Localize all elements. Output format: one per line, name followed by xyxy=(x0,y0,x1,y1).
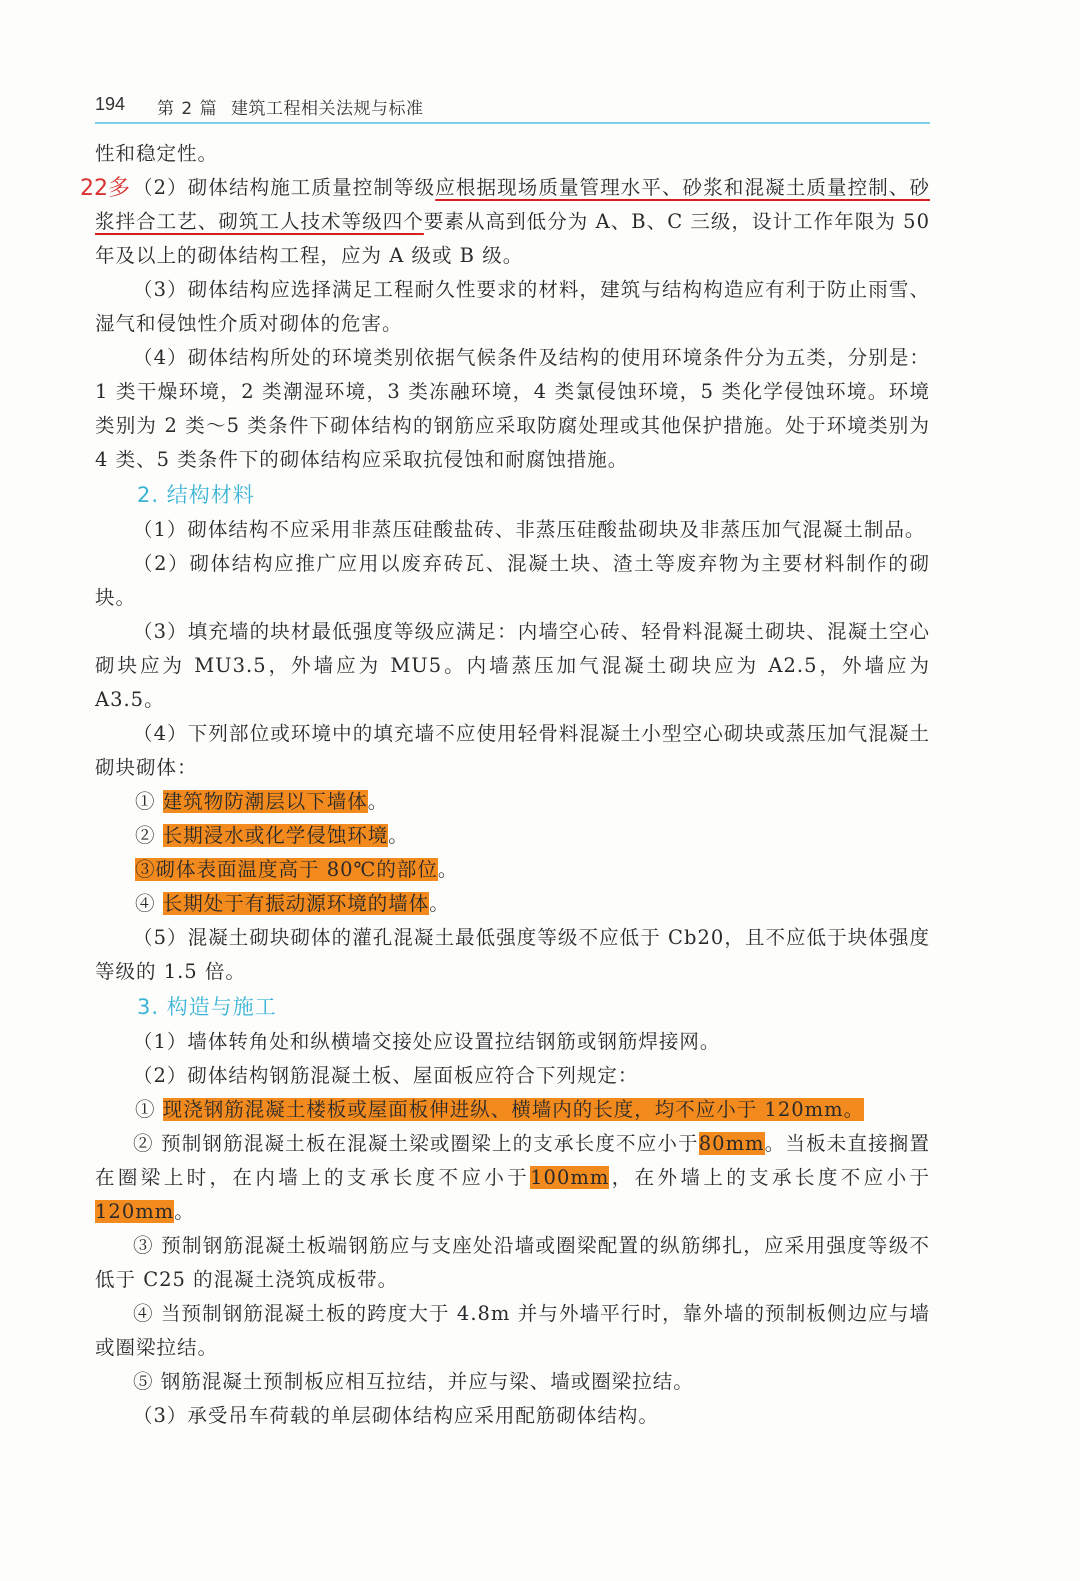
item-number: ② xyxy=(135,824,156,847)
item-number: ④ xyxy=(135,892,156,915)
list-item xyxy=(95,853,930,887)
page-header xyxy=(95,92,930,122)
section-heading: 3. 构造与施工 xyxy=(137,995,277,1019)
paragraph: ③ 预制钢筋混凝土板端钢筋应与支座处沿墙或圈梁配置的纵筋绑扎，应采用强度等级不低于 C25 的混凝土浇筑成板带。 xyxy=(95,1234,930,1291)
paragraph: 性和稳定性。 xyxy=(95,142,219,165)
paragraph: （2）砌体结构应推广应用以废弃砖瓦、混凝土块、渣土等废弃物为主要材料制作的砌块。 xyxy=(95,552,930,609)
highlighted-text: 建筑物防潮层以下墙体 xyxy=(162,790,368,813)
text-span: ，在外墙上的支承长度不应小于 xyxy=(609,1166,930,1189)
handwritten-annotation: 22多 xyxy=(80,176,130,201)
highlighted-text: 砌体表面温度高于 80℃的部位 xyxy=(155,858,438,881)
paragraph: （2）砌体结构钢筋混凝土板、屋面板应符合下列规定： xyxy=(133,1064,639,1087)
list-item xyxy=(95,785,930,819)
list-item xyxy=(95,887,930,921)
page-number: 194 xyxy=(95,94,126,114)
text-span: 。 xyxy=(388,824,409,847)
highlighted-text: 长期浸水或化学侵蚀环境 xyxy=(162,824,389,847)
paragraph xyxy=(95,1127,930,1229)
paragraph: （1）墙体转角处和纵横墙交接处应设置拉结钢筋或钢筋焊接网。 xyxy=(133,1030,721,1053)
section-heading: 2. 结构材料 xyxy=(137,483,255,507)
paragraph: ④ 当预制钢筋混凝土板的跨度大于 4.8m 并与外墙平行时，靠外墙的预制板侧边应与墙或圈梁拉结。 xyxy=(95,1302,930,1359)
text-span: （2）砌体结构施工质量控制等级 xyxy=(133,176,436,199)
paragraph: （4）下列部位或环境中的填充墙不应使用轻骨料混凝土小型空心砌块或蒸压加气混凝土砌块砌体： xyxy=(95,722,930,779)
paragraph: （3）承受吊车荷载的单层砌体结构应采用配筋砌体结构。 xyxy=(133,1404,659,1427)
item-number: ① xyxy=(135,1098,156,1121)
list-item xyxy=(95,1093,930,1127)
paragraph: （1）砌体结构不应采用非蒸压硅酸盐砖、非蒸压硅酸盐砌块及非蒸压加气混凝土制品。 xyxy=(133,518,926,541)
text-span: 。当板未直接搁置在圈梁上时，在内墙上的支承长度不应小于 xyxy=(95,1132,930,1189)
page-body xyxy=(95,137,930,1433)
paragraph: （5）混凝土砌块砌体的灌孔混凝土最低强度等级不应低于 Cb20，且不应低于块体强度等级的 1.5 倍。 xyxy=(95,926,930,983)
paragraph: （3）填充墙的块材最低强度等级应满足：内墙空心砖、轻骨料混凝土砌块、混凝土空心砌块应为 MU3.5，外墙应为 MU5。内墙蒸压加气混凝土砌块应为 A2.5，外墙应为 A3.5。 xyxy=(95,620,930,711)
item-number: ① xyxy=(135,790,156,813)
paragraph: （3）砌体结构应选择满足工程耐久性要求的材料，建筑与结构构造应有利于防止雨雪、湿气和侵蚀性介质对砌体的危害。 xyxy=(95,278,930,335)
item-number: ② xyxy=(133,1132,154,1155)
list-item xyxy=(95,819,930,853)
highlighted-text: 现浇钢筋混凝土楼板或屋面板伸进纵、横墙内的长度，均不应小于 120mm xyxy=(162,1098,844,1121)
item-number: ③ xyxy=(135,858,156,881)
part-label: 第 2 篇 xyxy=(157,99,218,119)
text-span: 。 xyxy=(437,858,459,881)
highlighted-value: 120mm xyxy=(95,1200,175,1223)
text-span: 预制钢筋混凝土板在混凝土梁或圈梁上的支承长度不应小于 xyxy=(161,1132,699,1155)
text-span: 。 xyxy=(429,892,450,915)
highlighted-value: 100mm xyxy=(530,1166,610,1189)
text-span: 。 xyxy=(367,790,389,813)
underlined-text: 应根据现场质量管理水平、砂浆和混凝土质量控制、砂浆拌合工艺、砌筑工人技术等级四个 xyxy=(95,176,930,233)
text-span: 要素从高到低分为 A、B、C 三级，设计工作年限为 50 年及以上的砌体结构工程，应为 A 级或 B 级。 xyxy=(95,210,930,267)
text-span: 。 xyxy=(174,1200,195,1223)
header-divider xyxy=(95,122,930,124)
paragraph: ⑤ 钢筋混凝土预制板应相互拉结，并应与梁、墙或圈梁拉结。 xyxy=(133,1370,694,1393)
highlighted-text: 长期处于有振动源环境的墙体 xyxy=(162,892,430,915)
running-title: 建筑工程相关法规与标准 xyxy=(231,99,424,119)
highlighted-value: 80mm xyxy=(698,1132,765,1155)
paragraph: （4）砌体结构所处的环境类别依据气候条件及结构的使用环境条件分为五类，分别是：1 类干燥环境，2 类潮湿环境，3 类冻融环境，4 类氯侵蚀环境，5 类化学侵蚀环境。环境类别为 2 类～5 类条件下砌体结构的钢筋应采取防腐处理或其他保护措施。处于环境类别为 4 类、5 类条件下的砌体结构应采取抗侵蚀和耐腐蚀措施。 xyxy=(95,346,930,471)
text-span: 。 xyxy=(843,1098,865,1121)
paragraph xyxy=(95,171,930,273)
